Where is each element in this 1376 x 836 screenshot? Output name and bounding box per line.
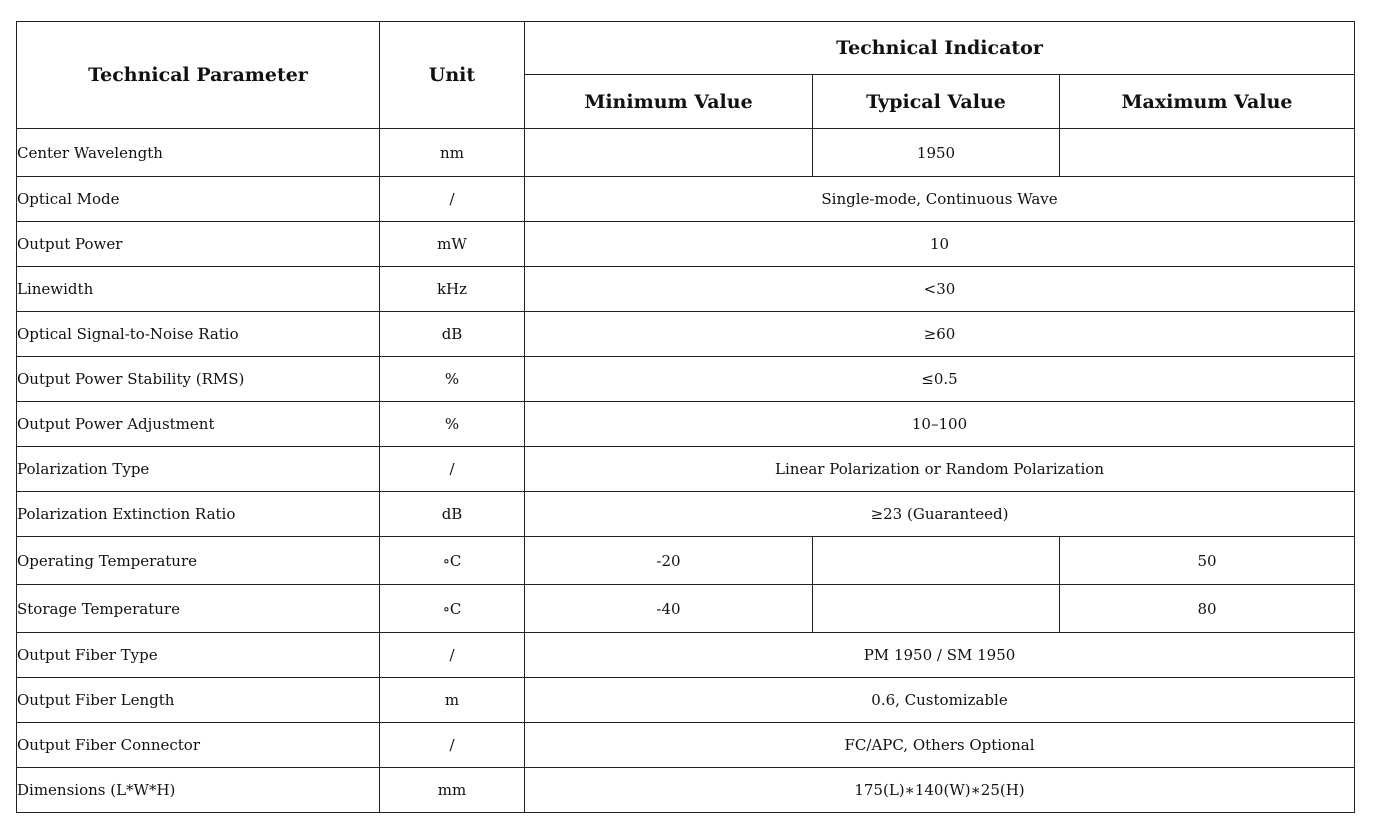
unit-cell: m bbox=[380, 678, 525, 723]
table-row bbox=[17, 723, 1355, 768]
parameter-cell: Output Fiber Length bbox=[17, 678, 380, 723]
value-cell: <30 bbox=[525, 267, 1355, 312]
table-row bbox=[17, 537, 1355, 585]
value-cell: Single-mode, Continuous Wave bbox=[525, 177, 1355, 222]
value-cell: 10 bbox=[525, 222, 1355, 267]
max-value-cell: 50 bbox=[1060, 537, 1355, 585]
table-row bbox=[17, 447, 1355, 492]
spec-table bbox=[16, 21, 1355, 813]
header-minimum-value: Minimum Value bbox=[525, 75, 813, 129]
table-row bbox=[17, 267, 1355, 312]
header-unit: Unit bbox=[380, 22, 525, 129]
unit-cell: / bbox=[380, 723, 525, 768]
parameter-cell: Output Power Stability (RMS) bbox=[17, 357, 380, 402]
table-row bbox=[17, 678, 1355, 723]
parameter-cell: Center Wavelength bbox=[17, 129, 380, 177]
max-value-cell: 80 bbox=[1060, 585, 1355, 633]
unit-cell: / bbox=[380, 633, 525, 678]
table-row bbox=[17, 402, 1355, 447]
value-cell: FC/APC, Others Optional bbox=[525, 723, 1355, 768]
table-row bbox=[17, 129, 1355, 177]
parameter-cell: Output Fiber Connector bbox=[17, 723, 380, 768]
unit-cell: dB bbox=[380, 492, 525, 537]
header-typical-value: Typical Value bbox=[813, 75, 1060, 129]
table-row bbox=[17, 357, 1355, 402]
parameter-cell: Polarization Type bbox=[17, 447, 380, 492]
value-cell: ≥23 (Guaranteed) bbox=[525, 492, 1355, 537]
unit-cell: dB bbox=[380, 312, 525, 357]
header-technical-indicator: Technical Indicator bbox=[525, 22, 1355, 75]
unit-cell: % bbox=[380, 357, 525, 402]
value-cell: 10–100 bbox=[525, 402, 1355, 447]
parameter-cell: Output Power Adjustment bbox=[17, 402, 380, 447]
unit-cell: ∘C bbox=[380, 537, 525, 585]
table-row bbox=[17, 222, 1355, 267]
typical-value-cell bbox=[813, 537, 1060, 585]
unit-cell: mm bbox=[380, 768, 525, 813]
table-row bbox=[17, 177, 1355, 222]
parameter-cell: Output Power bbox=[17, 222, 380, 267]
unit-cell: % bbox=[380, 402, 525, 447]
table-row bbox=[17, 768, 1355, 813]
parameter-cell: Linewidth bbox=[17, 267, 380, 312]
parameter-cell: Optical Signal-to-Noise Ratio bbox=[17, 312, 380, 357]
typical-value-cell: 1950 bbox=[813, 129, 1060, 177]
parameter-cell: Storage Temperature bbox=[17, 585, 380, 633]
value-cell: Linear Polarization or Random Polarization bbox=[525, 447, 1355, 492]
parameter-cell: Output Fiber Type bbox=[17, 633, 380, 678]
parameter-cell: Polarization Extinction Ratio bbox=[17, 492, 380, 537]
value-cell: 175(L)∗140(W)∗25(H) bbox=[525, 768, 1355, 813]
table-row bbox=[17, 492, 1355, 537]
value-cell: 0.6, Customizable bbox=[525, 678, 1355, 723]
unit-cell: / bbox=[380, 447, 525, 492]
unit-cell: kHz bbox=[380, 267, 525, 312]
parameter-cell: Operating Temperature bbox=[17, 537, 380, 585]
value-cell: ≤0.5 bbox=[525, 357, 1355, 402]
min-value-cell: -20 bbox=[525, 537, 813, 585]
min-value-cell bbox=[525, 129, 813, 177]
header-maximum-value: Maximum Value bbox=[1060, 75, 1355, 129]
table-row bbox=[17, 633, 1355, 678]
min-value-cell: -40 bbox=[525, 585, 813, 633]
unit-cell: ∘C bbox=[380, 585, 525, 633]
unit-cell: / bbox=[380, 177, 525, 222]
unit-cell: mW bbox=[380, 222, 525, 267]
value-cell: PM 1950 / SM 1950 bbox=[525, 633, 1355, 678]
header-parameter: Technical Parameter bbox=[17, 22, 380, 129]
parameter-cell: Optical Mode bbox=[17, 177, 380, 222]
table-row bbox=[17, 585, 1355, 633]
value-cell: ≥60 bbox=[525, 312, 1355, 357]
header-row-1 bbox=[17, 22, 1355, 75]
table-row bbox=[17, 312, 1355, 357]
max-value-cell bbox=[1060, 129, 1355, 177]
typical-value-cell bbox=[813, 585, 1060, 633]
unit-cell: nm bbox=[380, 129, 525, 177]
parameter-cell: Dimensions (L*W*H) bbox=[17, 768, 380, 813]
